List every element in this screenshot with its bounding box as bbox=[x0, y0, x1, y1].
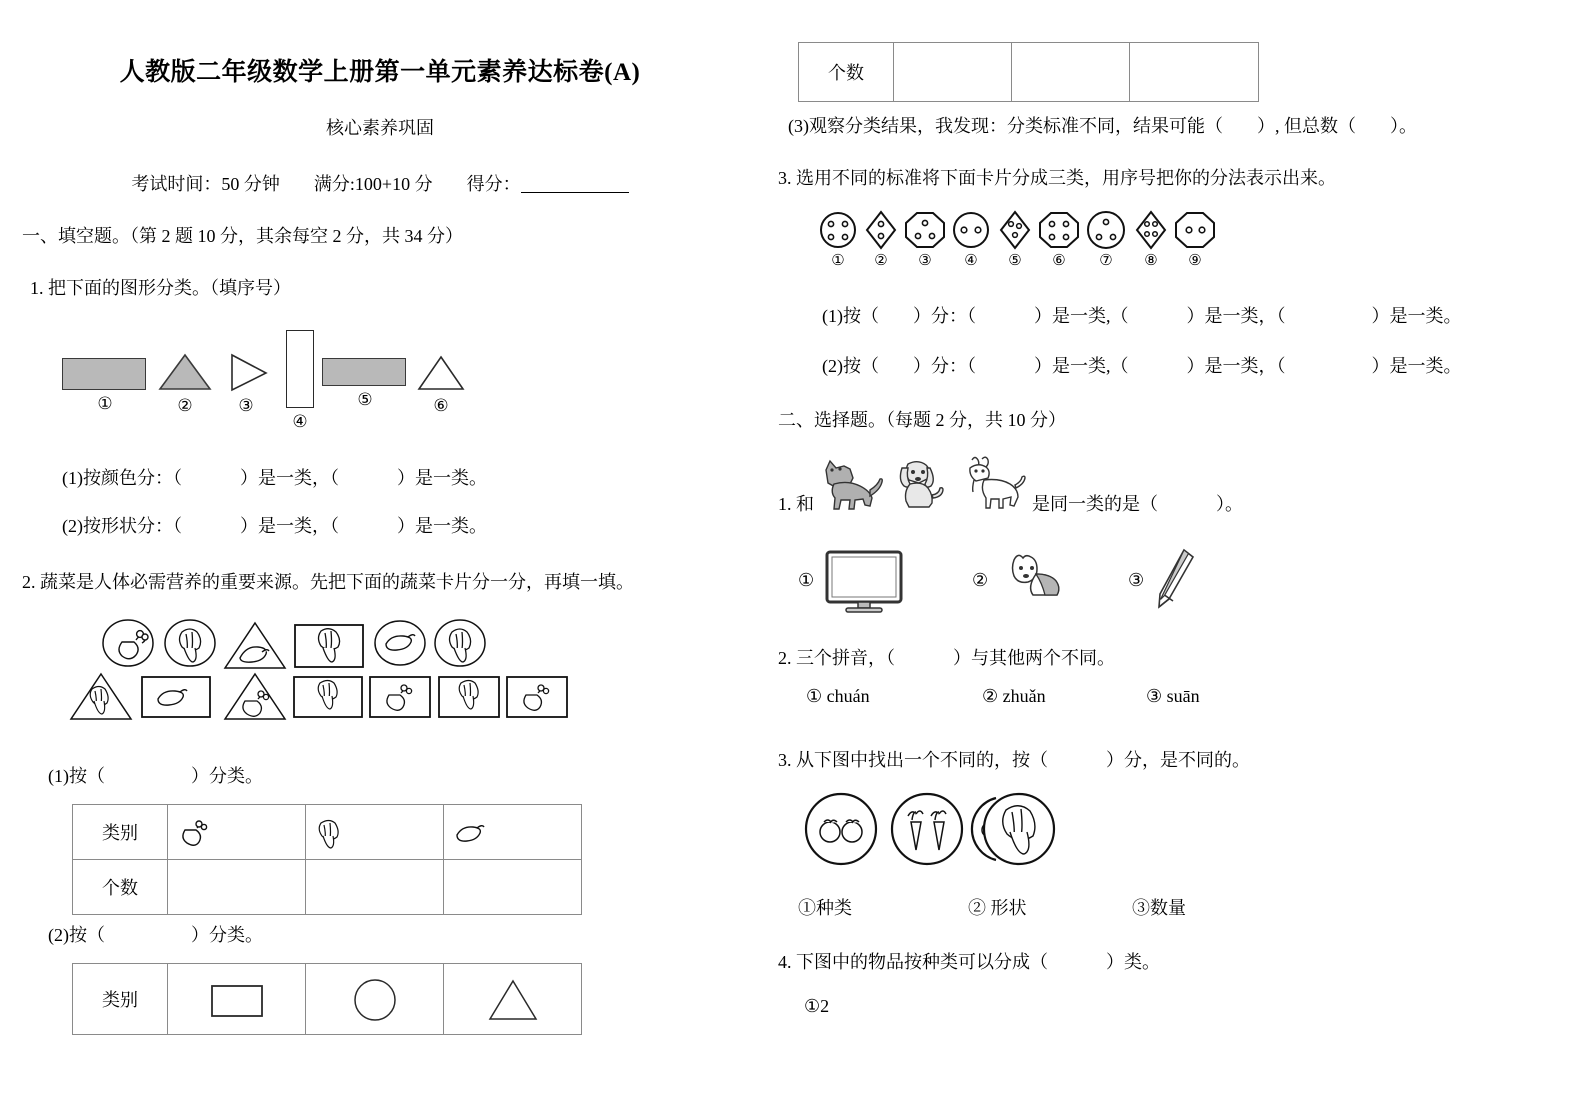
q1-3-line1-b: ）分：（ bbox=[913, 306, 976, 326]
mc-q1-options bbox=[760, 542, 1584, 620]
q1-1-sub2-c: ）是一类。 bbox=[397, 516, 487, 536]
q1-3-line2-d: ）是一类，（ bbox=[1186, 356, 1286, 376]
mc-q2-option-1-value: chuán bbox=[826, 686, 870, 706]
dice-label-4: ④ bbox=[964, 253, 978, 269]
table-header-circle bbox=[306, 964, 444, 1035]
q1-1-sub1-c: ）是一类。 bbox=[397, 468, 487, 488]
table-row bbox=[73, 860, 582, 915]
mc-q1-row bbox=[760, 450, 1584, 536]
veg-card bbox=[222, 671, 288, 723]
veg-card bbox=[437, 675, 501, 719]
q1-2-sub2-b: ）分类。 bbox=[191, 925, 263, 945]
mc-q2-text bbox=[778, 644, 1584, 670]
dice-item-6 bbox=[1037, 210, 1081, 270]
table-row-label: 个数 bbox=[799, 43, 894, 102]
mc-q2-option-3[interactable] bbox=[1146, 686, 1200, 707]
table-row bbox=[73, 964, 582, 1035]
shape-item-1 bbox=[62, 358, 148, 414]
q1-2-sub2 bbox=[48, 921, 760, 947]
dice-item-7 bbox=[1083, 210, 1129, 270]
table-cell[interactable] bbox=[1130, 43, 1259, 102]
mc-q2-option-1-label: ① bbox=[806, 686, 823, 706]
mc-q3-option-3-label: ③ bbox=[1132, 898, 1150, 918]
mc-q2-options bbox=[760, 686, 1584, 722]
mc-q1-suffix-a: 是同一类的是（ bbox=[1032, 494, 1158, 514]
shape-item-3 bbox=[218, 352, 274, 416]
dice-label-5: ⑤ bbox=[1008, 253, 1022, 269]
mc-q3-option-3[interactable] bbox=[1132, 894, 1186, 920]
shape-label-5: ⑤ bbox=[357, 390, 373, 409]
score-blank[interactable] bbox=[521, 192, 629, 193]
q1-1-shape-row bbox=[0, 330, 760, 442]
q1-3-line1-c: ）是一类,（ bbox=[1034, 306, 1129, 326]
veg-card bbox=[68, 671, 134, 723]
pencil-icon[interactable] bbox=[1154, 546, 1200, 612]
exam-time-label: 考试时间： bbox=[131, 174, 222, 194]
q1-1-sub2-a: (2)按形状分：（ bbox=[62, 516, 182, 536]
shape-label-2: ② bbox=[177, 396, 193, 415]
mc-q2-text-b: ）与其他两个不同。 bbox=[953, 648, 1115, 668]
q1-1-sub1 bbox=[62, 464, 760, 490]
q1-1-text: 1. 把下面的图形分类。（填序号） bbox=[30, 278, 291, 298]
veg-card bbox=[140, 675, 212, 719]
dog-icon[interactable] bbox=[998, 550, 1070, 606]
q1-1-sub2 bbox=[62, 512, 760, 538]
score-label: 得分： bbox=[466, 174, 521, 194]
table-row bbox=[73, 805, 582, 860]
page-title: 人教版二年级数学上册第一单元素养达标卷(A) bbox=[119, 59, 641, 86]
table-header-cabbage bbox=[306, 805, 444, 860]
table-row-label: 个数 bbox=[73, 860, 168, 915]
veg-card bbox=[368, 675, 432, 719]
shape-item-4 bbox=[280, 330, 320, 432]
dice-item-3 bbox=[903, 210, 947, 270]
goat-icon bbox=[958, 454, 1030, 510]
q1-3-line1-d: ）是一类，（ bbox=[1186, 306, 1286, 326]
mc-q3-option-2[interactable] bbox=[968, 894, 1027, 920]
dice-label-8: ⑧ bbox=[1144, 253, 1158, 269]
q1-1-sub1-b: ）是一类，（ bbox=[240, 468, 339, 488]
table-row bbox=[799, 43, 1259, 102]
q1-2-sub1-b: ）分类。 bbox=[191, 766, 263, 786]
table-cell[interactable] bbox=[168, 860, 306, 915]
mc-q1-option-1-label[interactable]: ① bbox=[798, 570, 815, 590]
dog-icon bbox=[890, 458, 952, 510]
left-column bbox=[0, 0, 760, 1035]
q1-2-sub1 bbox=[48, 762, 760, 788]
dice-label-3: ③ bbox=[918, 253, 932, 269]
mc-q1-option-3-label[interactable]: ③ bbox=[1128, 570, 1145, 590]
dice-label-2: ② bbox=[874, 253, 888, 269]
mc-q2-option-2-value: zhuǎn bbox=[1002, 686, 1046, 706]
q1-3-line1-a: (1)按（ bbox=[822, 306, 879, 326]
dice-item-5 bbox=[995, 210, 1035, 270]
dice-item-4 bbox=[949, 210, 993, 270]
mc-q2-option-2[interactable] bbox=[982, 686, 1046, 707]
table-cell[interactable] bbox=[444, 860, 582, 915]
shape-item-5 bbox=[322, 358, 408, 410]
mc-q4-option-1-label: ① bbox=[804, 996, 821, 1016]
full-score-value: 100+10 分 bbox=[354, 174, 433, 194]
q2-top-table bbox=[798, 42, 1259, 102]
mc-q3-option-1-label: ① bbox=[798, 898, 816, 918]
mc-q2-text-a: 2. 三个拼音，（ bbox=[778, 648, 895, 668]
shape-label-4: ④ bbox=[292, 412, 308, 431]
mc-q3-option-1-value: 种类 bbox=[816, 898, 852, 918]
monitor-icon[interactable] bbox=[822, 548, 908, 616]
mc-q4-option-1-value: 2 bbox=[820, 996, 830, 1016]
exam-time-value: 50 分钟 bbox=[221, 174, 280, 194]
table-cell[interactable] bbox=[1012, 43, 1130, 102]
table-row-label: 类别 bbox=[73, 805, 168, 860]
page-subtitle: 核心素养巩固 bbox=[326, 118, 434, 138]
veg-card bbox=[292, 675, 364, 719]
mc-q3-option-2-label: ② bbox=[968, 898, 986, 918]
mc-q3-option-2-value: 形状 bbox=[990, 898, 1027, 918]
shape-label-1: ① bbox=[97, 394, 113, 413]
mc-q4-text-b: ）类。 bbox=[1106, 952, 1160, 972]
q1-3-line1-e: ）是一类。 bbox=[1371, 306, 1462, 326]
mc-q3-text-a: 3. 从下图中找出一个不同的，按（ bbox=[778, 750, 1048, 770]
veg-card bbox=[505, 675, 569, 719]
dice-card-row bbox=[816, 210, 1584, 276]
dice-label-7: ⑦ bbox=[1099, 253, 1113, 269]
carrot-group-icon bbox=[888, 790, 966, 868]
dice-label-9: ⑨ bbox=[1188, 253, 1202, 269]
q1-2-table-1-wrap bbox=[72, 804, 760, 915]
full-score-label: 满分: bbox=[313, 174, 355, 194]
q1-2-table-1 bbox=[72, 804, 582, 915]
shape-item-6 bbox=[412, 352, 470, 416]
mc-q3-pictures bbox=[790, 790, 1584, 882]
dice-label-6: ⑥ bbox=[1052, 253, 1066, 269]
table-cell[interactable] bbox=[894, 43, 1012, 102]
dice-item-1 bbox=[816, 210, 860, 270]
mc-q3-options bbox=[760, 894, 1584, 924]
mc-q2-option-2-label: ② bbox=[982, 686, 999, 706]
veg-card bbox=[162, 618, 218, 668]
veg-card bbox=[293, 623, 365, 669]
tomato-group-icon bbox=[802, 790, 880, 868]
cat-icon bbox=[818, 458, 886, 510]
q2-top-table-wrap bbox=[798, 42, 1584, 102]
mc-q2-option-3-label: ③ bbox=[1146, 686, 1163, 706]
right-column bbox=[760, 0, 1584, 1026]
table-header-triangle bbox=[444, 964, 582, 1035]
q1-2-text: 2. 蔬菜是人体必需营养的重要来源。先把下面的蔬菜卡片分一分，再填一填。 bbox=[22, 572, 634, 592]
q1-1-sub1-a: (1)按颜色分：（ bbox=[62, 468, 182, 488]
veg-card bbox=[372, 618, 428, 668]
mc-q2-option-1[interactable] bbox=[806, 686, 870, 707]
q1-2-sub1-a: (1)按（ bbox=[48, 766, 105, 786]
q1-3-text: 3. 选用不同的标准将下面卡片分成三类，用序号把你的分法表示出来。 bbox=[778, 168, 1336, 188]
mc-q4-options bbox=[760, 996, 1584, 1026]
q1-3-line1 bbox=[822, 302, 1584, 328]
veg-card bbox=[432, 618, 488, 668]
mc-q1-suffix bbox=[1032, 490, 1243, 516]
mc-q4-option-1[interactable] bbox=[804, 996, 829, 1017]
shape-item-2 bbox=[155, 352, 215, 416]
q1-2-sub2-a: (2)按（ bbox=[48, 925, 105, 945]
q2-sub3-b: ）, 但总数（ bbox=[1257, 116, 1356, 136]
mc-q3-option-3-value: 数量 bbox=[1150, 898, 1186, 918]
table-header-rect bbox=[168, 964, 306, 1035]
dice-item-2 bbox=[861, 210, 901, 270]
q1-3-line2-c: ）是一类,（ bbox=[1034, 356, 1129, 376]
q1-3-line2-a: (2)按（ bbox=[822, 356, 879, 376]
mc-q3-text bbox=[778, 746, 1584, 772]
table-cell[interactable] bbox=[306, 860, 444, 915]
section-2-heading: 二、选择题。（每题 2 分，共 10 分） bbox=[778, 410, 1066, 430]
shape-label-6: ⑥ bbox=[433, 396, 449, 415]
dice-item-9 bbox=[1173, 210, 1217, 270]
q1-2-table-2 bbox=[72, 963, 582, 1035]
q2-sub3-a: (3)观察分类结果，我发现：分类标准不同，结果可能（ bbox=[788, 116, 1223, 136]
q1-2-table-2-wrap bbox=[72, 963, 760, 1035]
q2-sub3 bbox=[788, 112, 1584, 138]
dice-label-1: ① bbox=[831, 253, 845, 269]
table-header-radish bbox=[168, 805, 306, 860]
cabbage-group-icon bbox=[980, 790, 1058, 868]
veg-card bbox=[100, 618, 156, 668]
q1-3-line2-b: ）分：（ bbox=[913, 356, 976, 376]
veg-cards-area bbox=[0, 618, 760, 728]
q1-3-line2 bbox=[822, 352, 1584, 378]
mc-q3-option-1[interactable] bbox=[798, 894, 852, 920]
mc-q1-option-2-label[interactable]: ② bbox=[972, 570, 989, 590]
q2-sub3-c: ）。 bbox=[1390, 116, 1417, 136]
q1-1-sub2-b: ）是一类，（ bbox=[240, 516, 339, 536]
veg-card bbox=[222, 620, 288, 672]
mc-q4-text bbox=[778, 948, 1584, 974]
mc-q4-text-a: 4. 下图中的物品按种类可以分成（ bbox=[778, 952, 1048, 972]
table-header-eggplant bbox=[444, 805, 582, 860]
mc-q1-prefix: 1. 和 bbox=[778, 494, 814, 514]
dice-item-8 bbox=[1131, 210, 1171, 270]
exam-info-line bbox=[0, 170, 760, 196]
mc-q2-option-3-value: suān bbox=[1166, 686, 1200, 706]
mc-q1-suffix-b: ）。 bbox=[1216, 494, 1243, 514]
mc-q3-text-b: ）分，是不同的。 bbox=[1106, 750, 1250, 770]
q1-3-line2-e: ）是一类。 bbox=[1371, 356, 1462, 376]
shape-label-3: ③ bbox=[238, 396, 254, 415]
table-row-label: 类别 bbox=[73, 964, 168, 1035]
section-1-heading: 一、填空题。（第 2 题 10 分，其余每空 2 分，共 34 分） bbox=[22, 226, 463, 246]
